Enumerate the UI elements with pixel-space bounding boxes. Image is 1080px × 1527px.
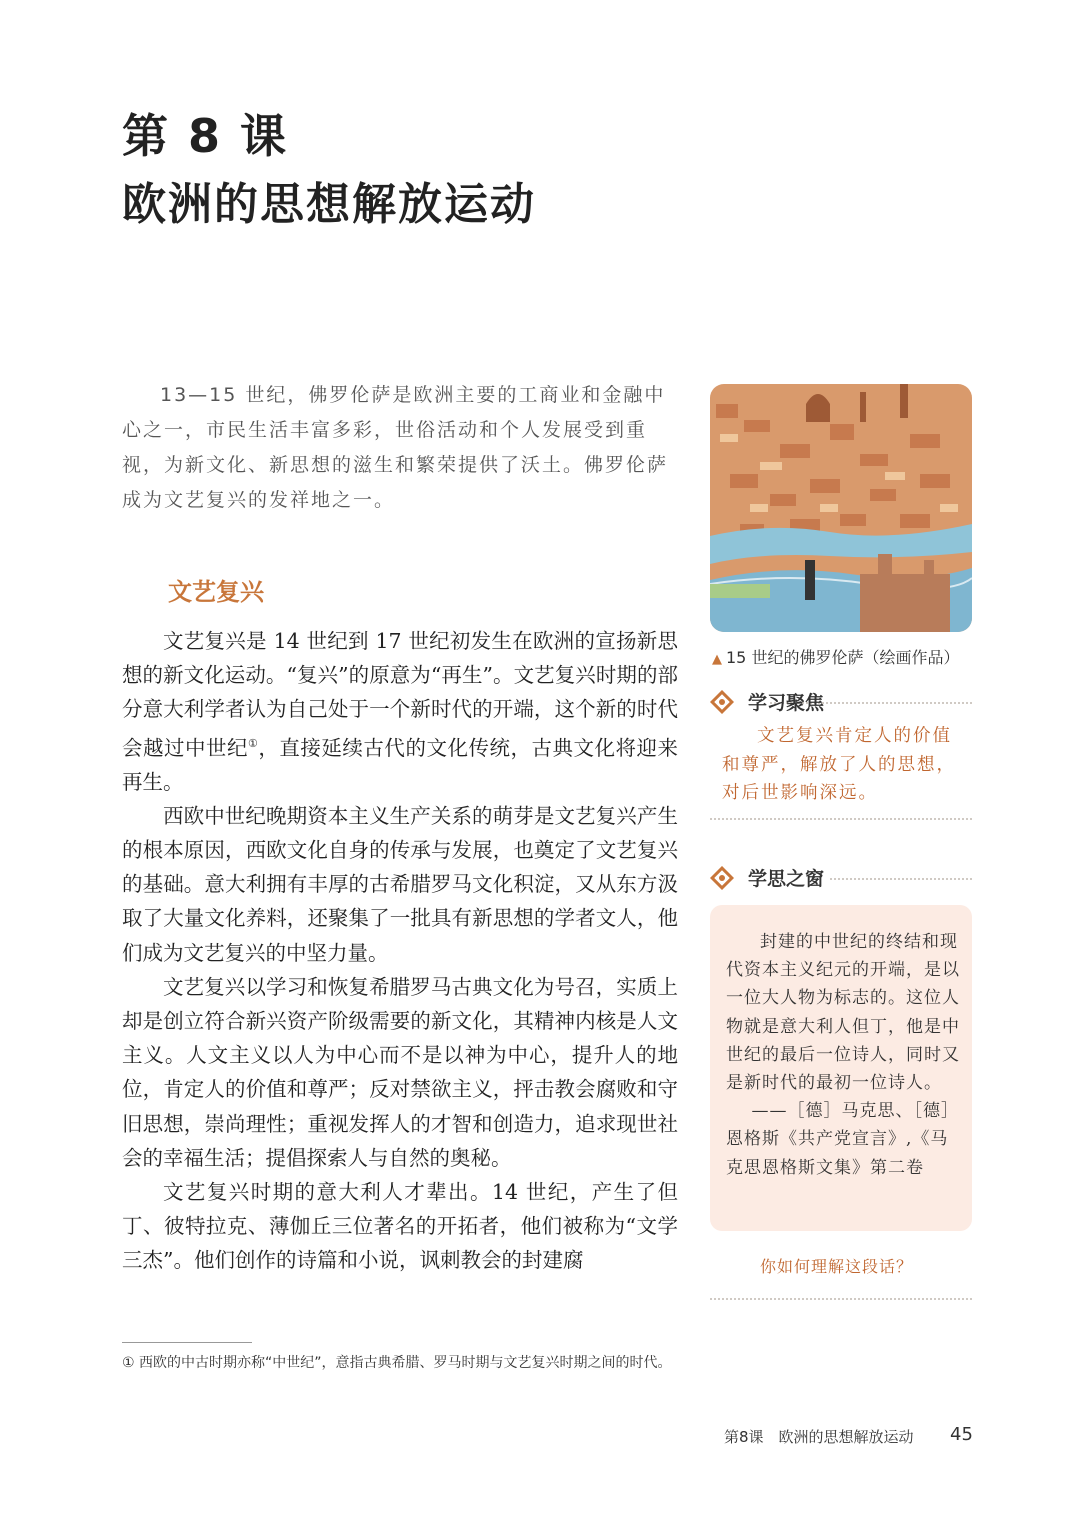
caption-text: 15 世纪的佛罗伦萨（绘画作品） <box>726 648 960 667</box>
focus-header <box>710 688 824 715</box>
running-footer: 第8课 欧洲的思想解放运动 <box>724 1428 914 1446</box>
focus-text: 文艺复兴肯定人的价值和尊严，解放了人的思想，对后世影响深远。 <box>722 726 956 803</box>
footnote: ① 西欧的中古时期亦称“中世纪”，意指古典希腊、罗马时期与文艺复兴时期之间的时代。 <box>122 1355 672 1371</box>
quote-source: ——［德］马克思、［德］恩格斯《共产党宣言》,《马克思恩格斯文集》第二卷 <box>726 1101 959 1178</box>
quote-text: 封建的中世纪的终结和现代资本主义纪元的开端，是以一位大人物为标志的。这位人物就是意大利人但丁，他是中世纪的最后一位诗人，同时又是新时代的最初一位诗人。 <box>726 932 960 1094</box>
p1-after: ，直接延续古代的文化传统，古典文化将迎来再生。 <box>122 735 678 794</box>
window-diamond-icon <box>710 866 734 890</box>
footnote-marker[interactable]: ① <box>248 736 259 750</box>
body-text <box>122 624 678 1278</box>
lesson-number: 第 8 课 <box>122 109 289 163</box>
focus-diamond-icon <box>710 690 734 714</box>
figure-caption <box>712 645 959 668</box>
florence-painting <box>710 384 972 632</box>
body-paragraph-1 <box>122 624 678 799</box>
page-number: 45 <box>950 1424 973 1445</box>
window-top-divider <box>830 878 972 880</box>
p1-before: 文艺复兴是 14 世纪到 17 世纪初发生在欧洲的宣扬新思想的新文化运动。“复兴”的原意为“再生”。文艺复兴时期的部分意大利学者认为自己处于一个新时代的开端，这个新的时代会越过中世纪 <box>122 629 678 760</box>
focus-heading: 学习聚焦 <box>748 692 825 714</box>
lesson-title: 欧洲的思想解放运动 <box>122 179 536 230</box>
quote-content <box>726 928 960 1182</box>
body-paragraph-2: 西欧中世纪晚期资本主义生产关系的萌芽是文艺复兴产生的根本原因，西欧文化自身的传承与发展，也奠定了文艺复兴的基础。意大利拥有丰厚的古希腊罗马文化积淀，又从东方汲取了大量文化养料，还聚集了一批具有新思想的学者文人，他们成为文艺复兴的中坚力量。 <box>122 803 678 965</box>
body-paragraph-3: 文艺复兴以学习和恢复希腊罗马古典文化为号召，实质上却是创立符合新兴资产阶级需要的新文化，其精神内核是人文主义。人文主义以人为中心而不是以神为中心，提升人的地位，肯定人的价值和尊严；反对禁欲主义，抨击教会腐败和守旧思想，崇尚理性；重视发挥人的才智和创造力，追求现世社会的幸福生活；提倡探索人与自然的奥秘。 <box>122 974 678 1170</box>
window-heading: 学思之窗 <box>748 868 825 890</box>
focus-bottom-divider <box>710 818 972 820</box>
focus-box <box>722 722 968 808</box>
reflection-question: 你如何理解这段话？ <box>760 1257 914 1276</box>
body-paragraph-4: 文艺复兴时期的意大利人才辈出。14 世纪，产生了但丁、彼特拉克、薄伽丘三位著名的开拓者，他们被称为“文学三杰”。他们创作的诗篇和小说，讽刺教会的封建腐 <box>122 1180 678 1273</box>
triangle-marker-icon: ▲ <box>712 652 722 667</box>
window-bottom-divider <box>710 1298 972 1300</box>
section-heading: 文艺复兴 <box>168 578 264 606</box>
intro-paragraph <box>122 378 678 518</box>
florence-painting-svg <box>710 384 972 632</box>
window-header <box>710 864 824 891</box>
footnote-rule <box>122 1342 252 1343</box>
intro-text: 13—15 世纪，佛罗伦萨是欧洲主要的工商业和金融中心之一，市民生活丰富多彩，世俗活动和个人发展受到重视，为新文化、新思想的滋生和繁荣提供了沃土。佛罗伦萨成为文艺复兴的发祥地之一。 <box>122 384 669 511</box>
